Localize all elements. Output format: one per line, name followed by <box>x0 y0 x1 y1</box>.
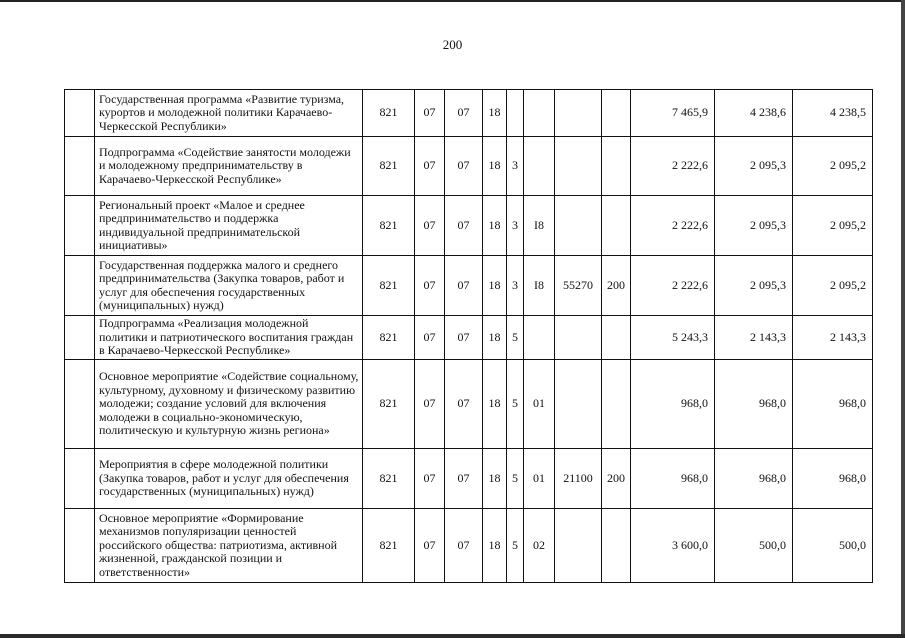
row-marker-cell <box>65 360 95 449</box>
code-expense-type: 200 <box>602 256 631 316</box>
code-expense-type <box>602 316 631 360</box>
row-marker-cell <box>65 316 95 360</box>
code-event <box>524 137 555 196</box>
code-subsection: 07 <box>445 316 483 360</box>
code-subsection: 07 <box>445 90 483 137</box>
code-subprogram: 5 <box>507 316 524 360</box>
amount-year-2: 968,0 <box>715 360 793 449</box>
code-direction <box>555 137 602 196</box>
code-section: 07 <box>415 256 445 316</box>
item-name: Основное мероприятие «Содействие социальному, культурному, духовному и физическому развитию молодежи; создание условий для включения молодежи в социально-экономическую, политическую и культурную жизнь региона» <box>95 360 363 449</box>
item-name: Государственная поддержка малого и среднего предпринимательства (Закупка товаров, работ и услуг для обеспечения государственных (муниципальных) нужд) <box>95 256 363 316</box>
code-event: 02 <box>524 509 555 583</box>
table-row <box>65 449 873 509</box>
code-direction <box>555 360 602 449</box>
code-program: 18 <box>483 256 507 316</box>
code-expense-type <box>602 360 631 449</box>
code-event: I8 <box>524 196 555 256</box>
row-marker-cell <box>65 90 95 137</box>
code-direction <box>555 316 602 360</box>
page-number: 200 <box>442 37 463 52</box>
code-expense-type <box>602 196 631 256</box>
budget-table <box>64 89 873 583</box>
amount-year-1: 968,0 <box>631 449 715 509</box>
row-marker-cell <box>65 196 95 256</box>
row-marker-cell <box>65 509 95 583</box>
code-expense-type <box>602 137 631 196</box>
item-name: Основное мероприятие «Формирование механизмов популяризации ценностей российского общества: патриотизма, активной жизненной, гражданской позиции и ответственности» <box>95 509 363 583</box>
amount-year-2: 968,0 <box>715 449 793 509</box>
code-event: 01 <box>524 360 555 449</box>
code-subprogram: 3 <box>507 196 524 256</box>
amount-year-2: 2 095,3 <box>715 196 793 256</box>
row-marker-cell <box>65 137 95 196</box>
code-subprogram: 3 <box>507 137 524 196</box>
code-subprogram: 3 <box>507 256 524 316</box>
amount-year-2: 500,0 <box>715 509 793 583</box>
code-subprogram <box>507 90 524 137</box>
code-program: 18 <box>483 449 507 509</box>
amount-year-3: 2 143,3 <box>793 316 873 360</box>
amount-year-2: 2 143,3 <box>715 316 793 360</box>
code-grbs: 821 <box>363 137 415 196</box>
code-subsection: 07 <box>445 449 483 509</box>
code-subsection: 07 <box>445 509 483 583</box>
code-direction <box>555 196 602 256</box>
amount-year-1: 3 600,0 <box>631 509 715 583</box>
code-expense-type: 200 <box>602 449 631 509</box>
code-event: 01 <box>524 449 555 509</box>
code-program: 18 <box>483 137 507 196</box>
code-section: 07 <box>415 196 445 256</box>
code-program: 18 <box>483 316 507 360</box>
code-grbs: 821 <box>363 449 415 509</box>
code-section: 07 <box>415 90 445 137</box>
scan-edge-bottom <box>0 634 905 638</box>
code-expense-type <box>602 509 631 583</box>
amount-year-3: 4 238,5 <box>793 90 873 137</box>
amount-year-3: 968,0 <box>793 449 873 509</box>
code-grbs: 821 <box>363 360 415 449</box>
code-program: 18 <box>483 509 507 583</box>
item-name: Государственная программа «Развитие туризма, курортов и молодежной политики Карачаево-Черкесской Республики» <box>95 90 363 137</box>
code-direction <box>555 509 602 583</box>
code-subprogram: 5 <box>507 509 524 583</box>
table-row <box>65 256 873 316</box>
code-section: 07 <box>415 360 445 449</box>
code-section: 07 <box>415 509 445 583</box>
code-grbs: 821 <box>363 90 415 137</box>
table-row <box>65 360 873 449</box>
scan-edge-top <box>0 0 905 2</box>
code-event <box>524 90 555 137</box>
code-grbs: 821 <box>363 196 415 256</box>
table-row <box>65 196 873 256</box>
amount-year-3: 2 095,2 <box>793 137 873 196</box>
amount-year-2: 2 095,3 <box>715 137 793 196</box>
amount-year-3: 2 095,2 <box>793 196 873 256</box>
table-row <box>65 90 873 137</box>
code-section: 07 <box>415 449 445 509</box>
amount-year-1: 7 465,9 <box>631 90 715 137</box>
amount-year-2: 2 095,3 <box>715 256 793 316</box>
item-name: Подпрограмма «Реализация молодежной политики и патриотического воспитания граждан в Карачаево-Черкесской Республике» <box>95 316 363 360</box>
amount-year-2: 4 238,6 <box>715 90 793 137</box>
table-row <box>65 509 873 583</box>
code-direction: 21100 <box>555 449 602 509</box>
amount-year-1: 2 222,6 <box>631 196 715 256</box>
code-program: 18 <box>483 90 507 137</box>
amount-year-1: 2 222,6 <box>631 137 715 196</box>
budget-table-body <box>65 90 873 583</box>
code-event: I8 <box>524 256 555 316</box>
code-program: 18 <box>483 360 507 449</box>
amount-year-3: 2 095,2 <box>793 256 873 316</box>
item-name: Мероприятия в сфере молодежной политики (Закупка товаров, работ и услуг для обеспечения государственных (муниципальных) нужд) <box>95 449 363 509</box>
code-direction <box>555 90 602 137</box>
item-name: Региональный проект «Малое и среднее предпринимательство и поддержка индивидуальной предпринимательской инициативы» <box>95 196 363 256</box>
code-expense-type <box>602 90 631 137</box>
amount-year-1: 2 222,6 <box>631 256 715 316</box>
code-subsection: 07 <box>445 360 483 449</box>
code-subprogram: 5 <box>507 449 524 509</box>
item-name: Подпрограмма «Содействие занятости молодежи и молодежному предпринимательству в Карачаево-Черкесской Республике» <box>95 137 363 196</box>
amount-year-3: 968,0 <box>793 360 873 449</box>
code-subsection: 07 <box>445 196 483 256</box>
row-marker-cell <box>65 449 95 509</box>
row-marker-cell <box>65 256 95 316</box>
code-event <box>524 316 555 360</box>
code-subsection: 07 <box>445 256 483 316</box>
scan-edge-right <box>901 0 905 638</box>
code-subprogram: 5 <box>507 360 524 449</box>
code-direction: 55270 <box>555 256 602 316</box>
amount-year-1: 5 243,3 <box>631 316 715 360</box>
code-subsection: 07 <box>445 137 483 196</box>
code-grbs: 821 <box>363 256 415 316</box>
code-grbs: 821 <box>363 509 415 583</box>
table-row <box>65 137 873 196</box>
table-row <box>65 316 873 360</box>
amount-year-1: 968,0 <box>631 360 715 449</box>
amount-year-3: 500,0 <box>793 509 873 583</box>
code-grbs: 821 <box>363 316 415 360</box>
code-section: 07 <box>415 137 445 196</box>
code-section: 07 <box>415 316 445 360</box>
code-program: 18 <box>483 196 507 256</box>
